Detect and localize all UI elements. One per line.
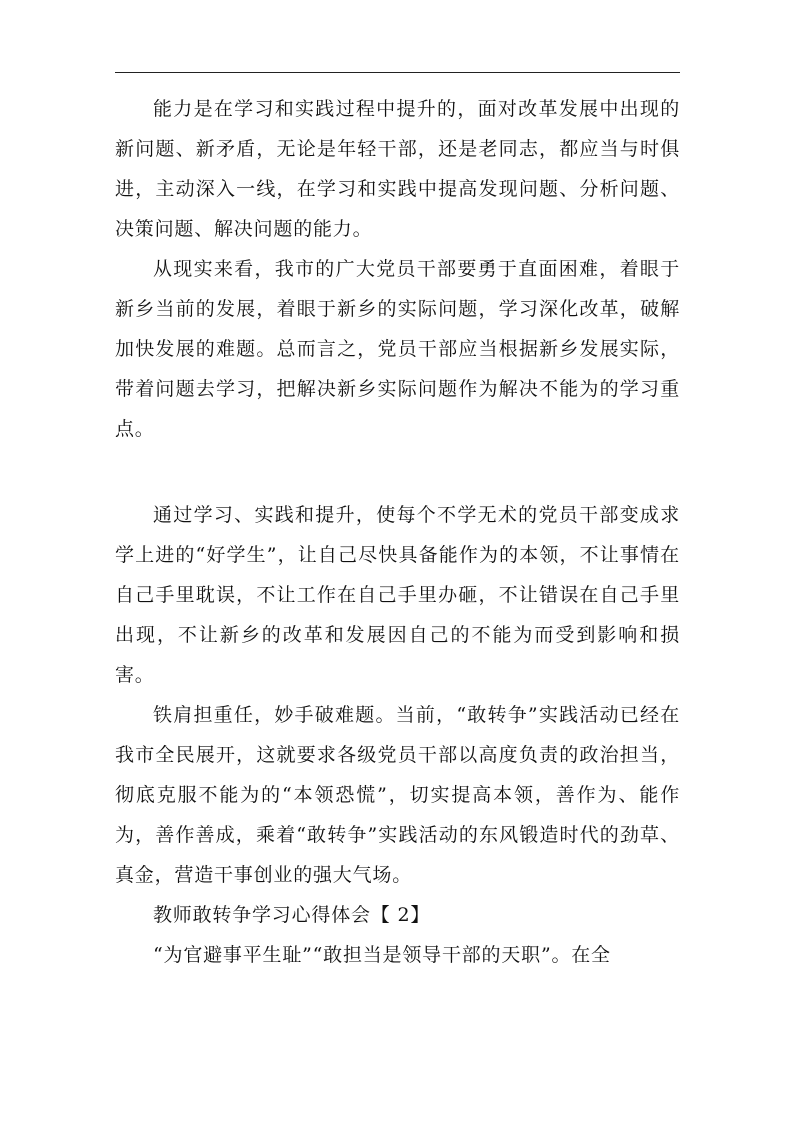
section-heading: 教师敢转争学习心得体会【 2】 (153, 904, 431, 926)
paragraph-2: 从现实来看，我市的广大党员干部要勇于直面困难，着眼于新乡当前的发展，着眼于新乡的实际问题，学习深化改革，破解加快发展的难题。总而言之，党员干部应当根据新乡发展实际，带着问题去学习，把解决新乡实际问题作为解决不能为的学习重点。 (115, 258, 680, 440)
paragraph-4: 铁肩担重任，妙手破难题。当前，“敢转争”实践活动已经在我市全民展开，这就要求各级党员干部以高度负责的政治担当，彻底克服不能为的“本领恐慌”，切实提高本领，善作为、能作为，善作善成，乘着“敢转争”实践活动的东风锻造时代的劲草、真金，营造干事创业的强大气场。 (115, 704, 680, 886)
header-rule (115, 72, 680, 73)
closing-paragraph: “为官避事平生耻”“敢担当是领导干部的天职”。在全 (153, 944, 611, 966)
document-body (115, 89, 680, 975)
paragraph-1: 能力是在学习和实践过程中提升的，面对改革发展中出现的新问题、新矛盾，无论是年轻干部，还是老同志，都应当与时俱进，主动深入一线，在学习和实践中提高发现问题、分析问题、决策问题、解决问题的能力。 (115, 98, 680, 240)
paragraph-gap (115, 449, 680, 495)
paragraph-3: 通过学习、实践和提升，使每个不学无术的党员干部变成求学上进的“好学生”，让自己尽快具备能作为的本领，不让事情在自己手里耽误，不让工作在自己手里办砸，不让错误在自己手里出现，不让新乡的改革和发展因自己的不能为而受到影响和损害。 (115, 504, 680, 686)
